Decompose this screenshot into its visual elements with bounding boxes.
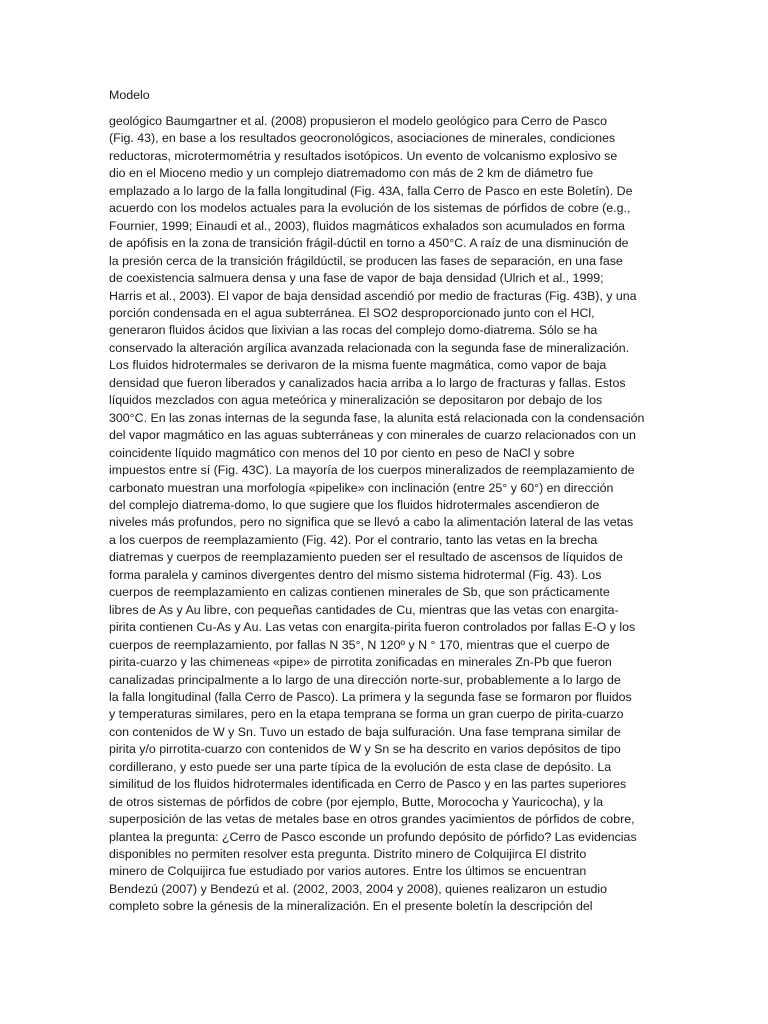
text-line: diatremas y cuerpos de reemplazamiento pueden ser el resultado de ascensos de líquidos de: [109, 550, 623, 565]
text-line: coincidente líquido magmático con menos del 10 por ciento en peso de NaCl y sobre: [109, 445, 575, 460]
text-line: impuestos entre sí (Fig. 43C). La mayoría de los cuerpos mineralizados de reemplazamiento de: [109, 463, 635, 478]
text-line: disponibles no permiten resolver esta pregunta. Distrito minero de Colquijirca El distrito: [109, 847, 587, 862]
text-line: Bendezú (2007) y Bendezú et al. (2002, 2003, 2004 y 2008), quienes realizaron un estudio: [109, 881, 608, 896]
text-line: canalizadas principalmente a lo largo de una dirección norte-sur, probablemente a lo largo de: [109, 672, 621, 687]
text-line: porción condensada en el agua subterránea. El SO2 desproporcionado junto con el HCl,: [109, 305, 595, 320]
text-line: conservado la alteración argílica avanzada relacionada con la segunda fase de mineralización.: [109, 340, 630, 355]
text-line: y temperaturas similares, pero en la etapa temprana se forma un gran cuerpo de pirita-cuarzo: [109, 707, 624, 722]
text-line: cuerpos de reemplazamiento en calizas contienen minerales de Sb, que son prácticamente: [109, 585, 610, 600]
text-line: la presión cerca de la transición frágildúctil, se producen las fases de separación, en una fase: [109, 253, 623, 268]
text-line: emplazado a lo largo de la falla longitudinal (Fig. 43A, falla Cerro de Pasco en este Boletín). De: [109, 183, 633, 198]
text-line: Los fluidos hidrotermales se derivaron de la misma fuente magmática, como vapor de baja: [109, 358, 607, 373]
text-line: superposición de las vetas de metales base en otros grandes yacimientos de pórfidos de cobre,: [109, 812, 635, 827]
text-line: con contenidos de W y Sn. Tuvo un estado de baja sulfuración. Una fase temprana similar de: [109, 724, 621, 739]
text-line: forma paralela y caminos divergentes dentro del mismo sistema hidrotermal (Fig. 43). Los: [109, 567, 602, 582]
text-line: pirita contienen Cu-As y Au. Las vetas con enargita-pirita fueron controlados por fallas E-O y los: [109, 620, 636, 635]
text-line: densidad que fueron liberados y canalizados hacia arriba a lo largo de fracturas y fallas. Estos: [109, 375, 626, 390]
section-heading: Modelo: [109, 88, 150, 102]
text-line: a los cuerpos de reemplazamiento (Fig. 42). Por el contrario, tanto las vetas en la brecha: [109, 532, 598, 547]
text-line: líquidos mezclados con agua meteórica y mineralización se depositaron por debajo de los: [109, 393, 603, 408]
text-line: (Fig. 43), en base a los resultados geocronológicos, asociaciones de minerales, condiciones: [109, 131, 616, 146]
text-line: carbonato muestran una morfología «pipelike» con inclinación (entre 25° y 60°) en dirección: [109, 480, 614, 495]
text-line: Fournier, 1999; Einaudi et al., 2003), fluidos magmáticos exhalados son acumulados en forma: [109, 218, 625, 233]
text-line: dio en el Mioceno medio y un complejo diatremadomo con más de 2 km de diámetro fue: [109, 166, 594, 181]
text-line: de otros sistemas de pórfidos de cobre (por ejemplo, Butte, Morococha y Yauricocha), y la: [109, 794, 604, 809]
text-line: pirita-cuarzo y las chimeneas «pipe» de pirrotita zonificadas en minerales Zn-Pb que fueron: [109, 655, 612, 670]
body-paragraph: [109, 113, 661, 916]
text-line: niveles más profundos, pero no significa que se llevó a cabo la alimentación lateral de las vetas: [109, 515, 634, 530]
text-line: reductoras, microtermométria y resultados isotópicos. Un evento de volcanismo explosivo se: [109, 148, 618, 163]
text-line: del complejo diatrema-domo, lo que sugiere que los fluidos hidrotermales ascendieron de: [109, 497, 600, 512]
text-line: minero de Colquijirca fue estudiado por varios autores. Entre los últimos se encuentran: [109, 864, 587, 879]
text-line: de coexistencia salmuera densa y una fase de vapor de baja densidad (Ulrich et al., 1999;: [109, 271, 604, 286]
text-line: cuerpos de reemplazamiento, por fallas N 35°, N 120º y N ° 170, mientras que el cuerpo de: [109, 637, 610, 652]
text-line: del vapor magmático en las aguas subterráneas y con minerales de cuarzo relacionados con un: [109, 428, 636, 443]
text-line: cordillerano, y esto puede ser una parte típica de la evolución de esta clase de depósito. La: [109, 759, 612, 774]
text-line: generaron fluidos ácidos que lixivian a las rocas del complejo domo-diatrema. Sólo se ha: [109, 323, 598, 338]
text-line: pirita y/o pirrotita-cuarzo con contenidos de W y Sn se ha descrito en varios depósitos de tipo: [109, 742, 621, 757]
text-line: geológico Baumgartner et al. (2008) propusieron el modelo geológico para Cerro de Pasco: [109, 114, 607, 128]
text-line: acuerdo con los modelos actuales para la evolución de los sistemas de pórfidos de cobre (e.g.,: [109, 201, 631, 216]
text-line: completo sobre la génesis de la mineralización. En el presente boletín la descripción del: [109, 899, 593, 914]
text-line: libres de As y Au libre, con pequeñas cantidades de Cu, mientras que las vetas con enargita-: [109, 602, 619, 617]
text-line: Harris et al., 2003). El vapor de baja densidad ascendió por medio de fracturas (Fig. 43B), y una: [109, 288, 637, 303]
text-line: 300°C. En las zonas internas de la segunda fase, la alunita está relacionada con la condensación: [109, 410, 645, 425]
document-page: [109, 87, 661, 916]
text-line: plantea la pregunta: ¿Cerro de Pasco esconde un profundo depósito de pórfido? Las evidencias: [109, 829, 637, 844]
text-line: similitud de los fluidos hidrotermales identificada en Cerro de Pasco y en las partes superiores: [109, 777, 627, 792]
text-line: la falla longitudinal (falla Cerro de Pasco). La primera y la segunda fase se formaron por fluidos: [109, 689, 632, 704]
text-line: de apófisis en la zona de transición frágil-dúctil en torno a 450°C. A raíz de una disminución de: [109, 236, 629, 251]
